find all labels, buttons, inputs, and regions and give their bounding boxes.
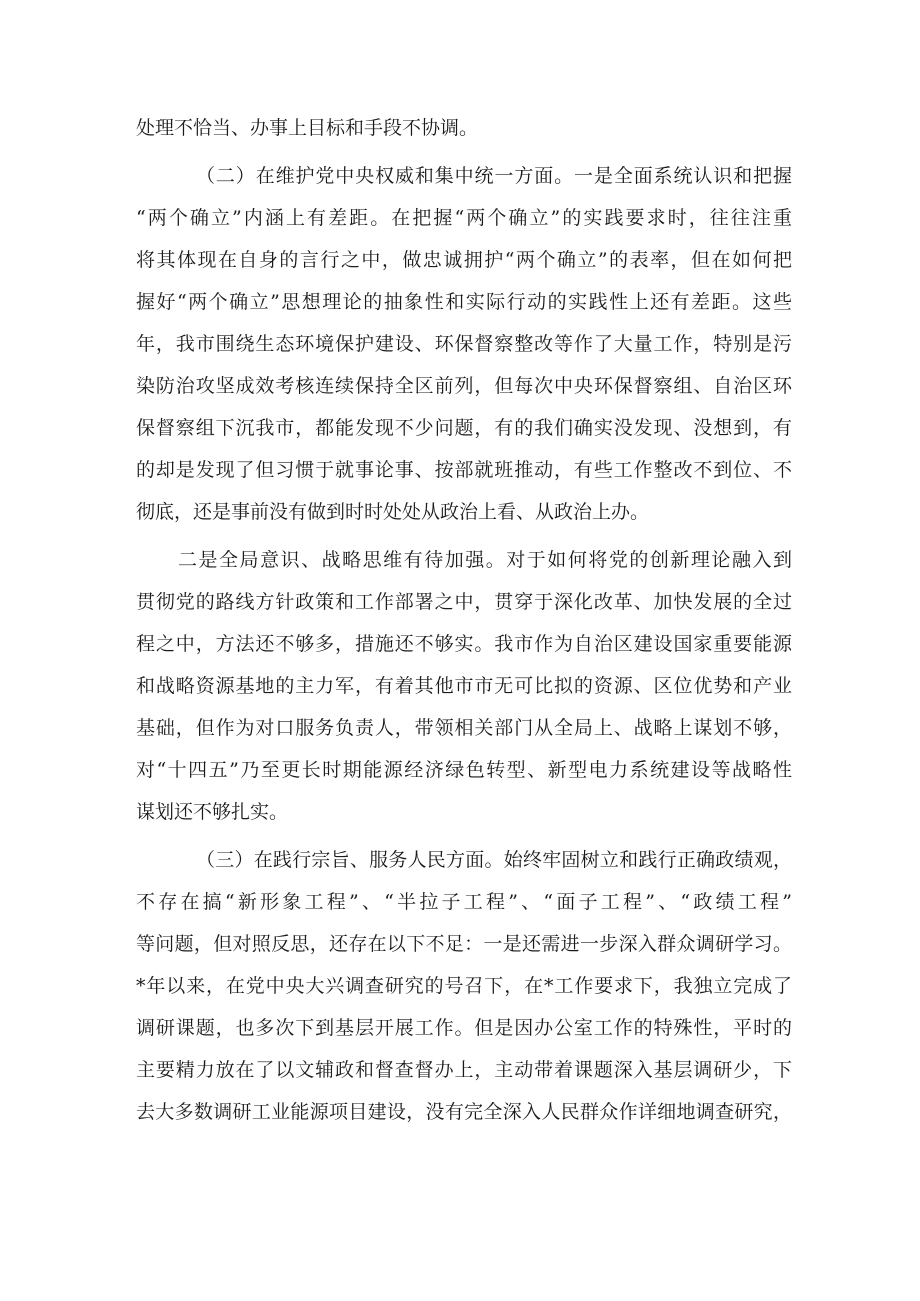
text-line: 保督察组下沉我市，都能发现不少问题，有的我们确实没发现、没想到，有 xyxy=(136,417,792,439)
text-line: 的却是发现了但习惯于就事论事、按部就班推动，有些工作整改不到位、不 xyxy=(136,459,792,481)
text-line: 握好“两个确立”思想理论的抽象性和实际行动的实践性上还有差距。这些 xyxy=(136,291,792,313)
text-line: “两个确立”内涵上有差距。在把握“两个确立”的实践要求时，往往注重 xyxy=(136,207,792,229)
text-line: （二）在维护党中央权威和集中统一方面。一是全面系统认识和把握 xyxy=(196,165,792,187)
text-line: 将其体现在自身的言行之中，做忠诚拥护“两个确立”的表率，但在如何把 xyxy=(136,249,792,271)
text-line: 调研课题，也多次下到基层开展工作。但是因办公室工作的特殊性，平时的 xyxy=(136,1017,792,1039)
text-line: （三）在践行宗旨、服务人民方面。始终牢固树立和践行正确政绩观， xyxy=(196,849,792,871)
text-line: 贯彻党的路线方针政策和工作部署之中，贯穿于深化改革、加快发展的全过 xyxy=(136,591,792,613)
text-line: 二是全局意识、战略思维有待加强。对于如何将党的创新理论融入到 xyxy=(178,549,792,571)
text-line: 等问题，但对照反思，还存在以下不足：一是还需进一步深入群众调研学习。 xyxy=(136,933,792,955)
text-line: 谋划还不够扎实。 xyxy=(136,801,289,823)
text-line: 不存在搞“新形象工程”、“半拉子工程”、“面子工程”、“政绩工程” xyxy=(136,891,792,913)
text-line: 年，我市围绕生态环境保护建设、环保督察整改等作了大量工作，特别是污 xyxy=(136,333,792,355)
text-line: 对“十四五”乃至更长时期能源经济绿色转型、新型电力系统建设等战略性 xyxy=(136,759,792,781)
text-line: *年以来，在党中央大兴调查研究的号召下，在*工作要求下，我独立完成了 xyxy=(136,975,792,997)
text-line: 基础，但作为对口服务负责人，带领相关部门从全局上、战略上谋划不够， xyxy=(136,717,792,739)
text-line: 去大多数调研工业能源项目建设，没有完全深入人民群众作详细地调查研究， xyxy=(136,1101,792,1123)
text-line: 程之中，方法还不够多，措施还不够实。我市作为自治区建设国家重要能源 xyxy=(136,633,792,655)
text-line: 染防治攻坚成效考核连续保持全区前列，但每次中央环保督察组、自治区环 xyxy=(136,375,792,397)
text-line: 主要精力放在了以文辅政和督查督办上，主动带着课题深入基层调研少，下 xyxy=(136,1059,792,1081)
text-line: 处理不恰当、办事上目标和手段不协调。 xyxy=(136,117,479,139)
text-line: 彻底，还是事前没有做到时时处处从政治上看、从政治上办。 xyxy=(136,501,650,523)
text-line: 和战略资源基地的主力军，有着其他市市无可比拟的资源、区位优势和产业 xyxy=(136,675,792,697)
